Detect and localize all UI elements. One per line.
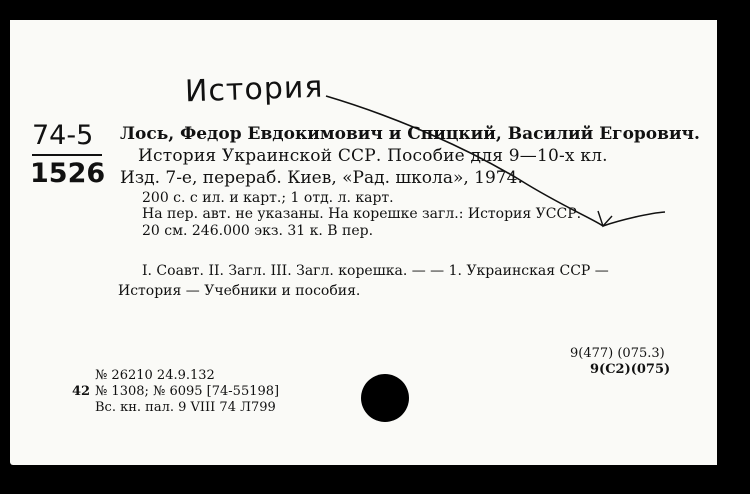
author-line: Лось, Федор Евдокимович и Спицкий, Василий Егорович. (120, 124, 700, 144)
registration-line-3: Вс. кн. пал. 9 VIII 74 Л799 (95, 400, 276, 415)
physical-description-line: 20 см. 246.000 экз. 31 к. В пер. (142, 223, 374, 239)
bbk-index: 9(С2)(075) (590, 362, 671, 377)
tracings-line-2: История — Учебники и пособия. (118, 283, 361, 299)
registration-line-2: № 1308; № 6095 [74-55198] (95, 384, 280, 399)
edition-publisher-line: Изд. 7-е, перераб. Киев, «Рад. школа», 1974. (120, 168, 523, 188)
registration-prefix: 42 (72, 384, 91, 399)
handwritten-call-number-top: 74-5 (32, 120, 94, 151)
tracings-line-1: I. Соавт. II. Загл. III. Загл. корешка. — — 1. Украинская ССР — (142, 263, 609, 279)
note-line: На пер. авт. не указаны. На корешке загл.: История УССР. (142, 206, 582, 222)
udc-index: 9(477) (075.3) (570, 346, 665, 361)
pages-line: 200 с. с ил. и карт.; 1 отд. л. карт. (142, 190, 394, 206)
registration-line-1: № 26210 24.9.132 (95, 368, 215, 383)
handwritten-arrow-stroke (326, 96, 665, 226)
handwritten-call-number-bottom: 1526 (30, 158, 106, 189)
handwritten-subject: История (184, 69, 324, 110)
title-line: История Украинской ССР. Пособие для 9—10-х кл. (138, 146, 608, 166)
